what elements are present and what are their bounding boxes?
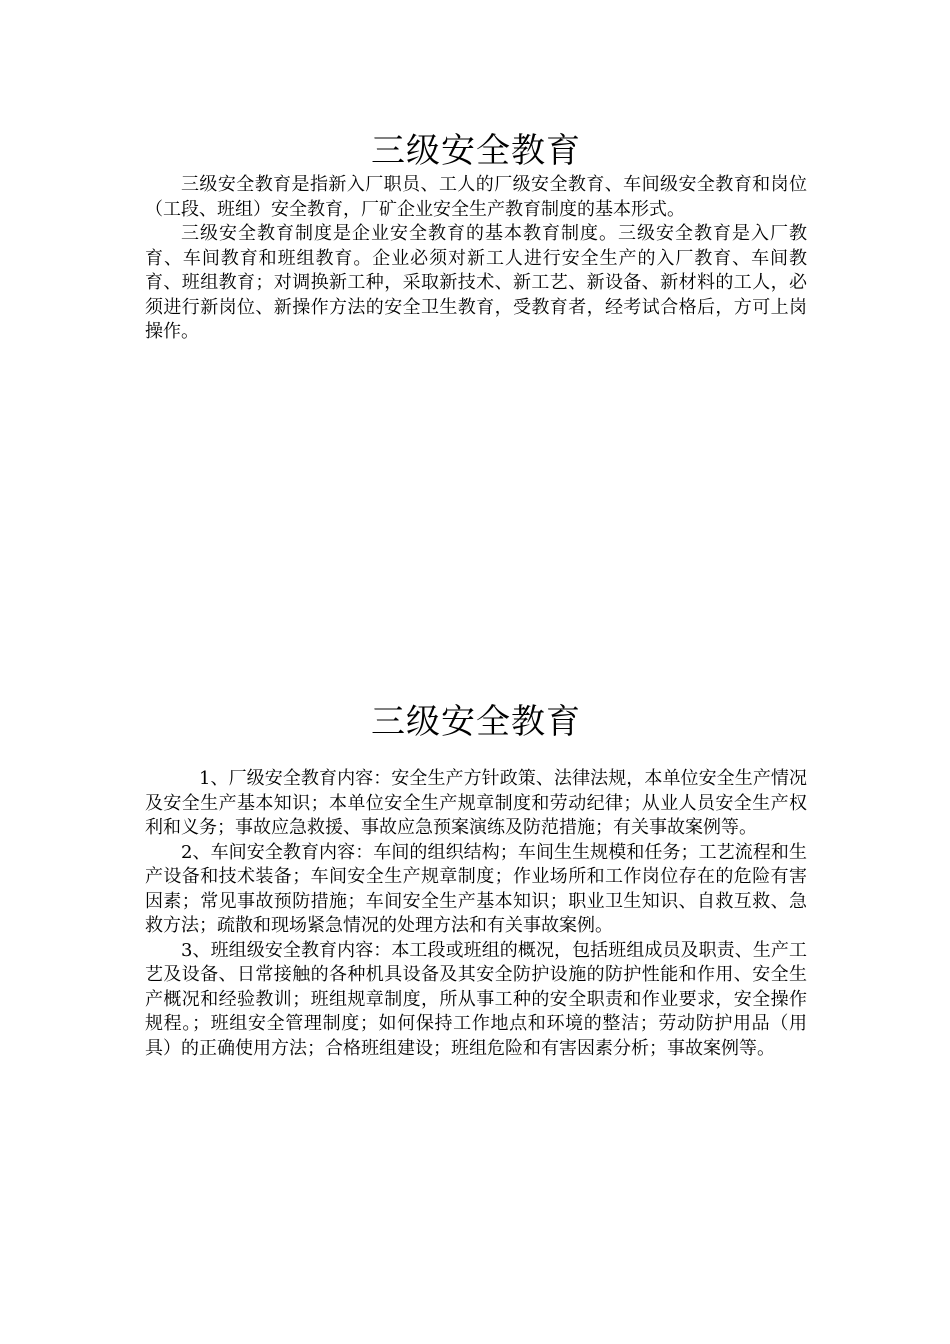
- document-title: 三级安全教育: [371, 702, 581, 742]
- document-section-contents: [145, 702, 807, 1061]
- intro-paragraph-system: 三级安全教育制度是企业安全教育的基本教育制度。三级安全教育是入厂教育、车间教育和班组教育。企业必须对新工人进行安全生产的入厂教育、车间教育、班组教育；对调换新工种，采取新技术、新工艺、新设备、新材料的工人，必须进行新岗位、新操作方法的安全卫生教育，受教育者，经考试合格后，方可上岗操作。: [145, 223, 807, 342]
- content-item-workshop-level: 2、车间安全教育内容：车间的组织结构；车间生生规模和任务；工艺流程和生产设备和技术装备；车间安全生产规章制度；作业场所和工作岗位存在的危险有害因素；常见事故预防措施；车间安全生产基本知识；职业卫生知识、自救互救、急救方法；疏散和现场紧急情况的处理方法和有关事故案例。: [145, 841, 807, 936]
- content-item-factory-level: 1、厂级安全教育内容：安全生产方针政策、法律法规，本单位安全生产情况及安全生产基本知识；本单位安全生产规章制度和劳动纪律；从业人员安全生产权利和义务；事故应急救援、事故应急预案演练及防范措施；有关事故案例等。: [145, 768, 807, 838]
- document-title: 三级安全教育: [371, 131, 581, 171]
- intro-paragraph-definition: 三级安全教育是指新入厂职员、工人的厂级安全教育、车间级安全教育和岗位（工段、班组）安全教育，厂矿企业安全生产教育制度的基本形式。: [145, 174, 807, 220]
- content-item-team-level: 3、班组级安全教育内容：本工段或班组的概况，包括班组成员及职责、生产工艺及设备、日常接触的各种机具设备及其安全防护设施的防护性能和作用、安全生产概况和经验教训；班组规章制度，所从事工种的安全职责和作业要求，安全操作规程。；班组安全管理制度；如何保持工作地点和环境的整洁；劳动防护用品（用具）的正确使用方法；合格班组建设；班组危险和有害因素分析；事故案例等。: [145, 939, 807, 1059]
- document-section-intro: [145, 131, 807, 345]
